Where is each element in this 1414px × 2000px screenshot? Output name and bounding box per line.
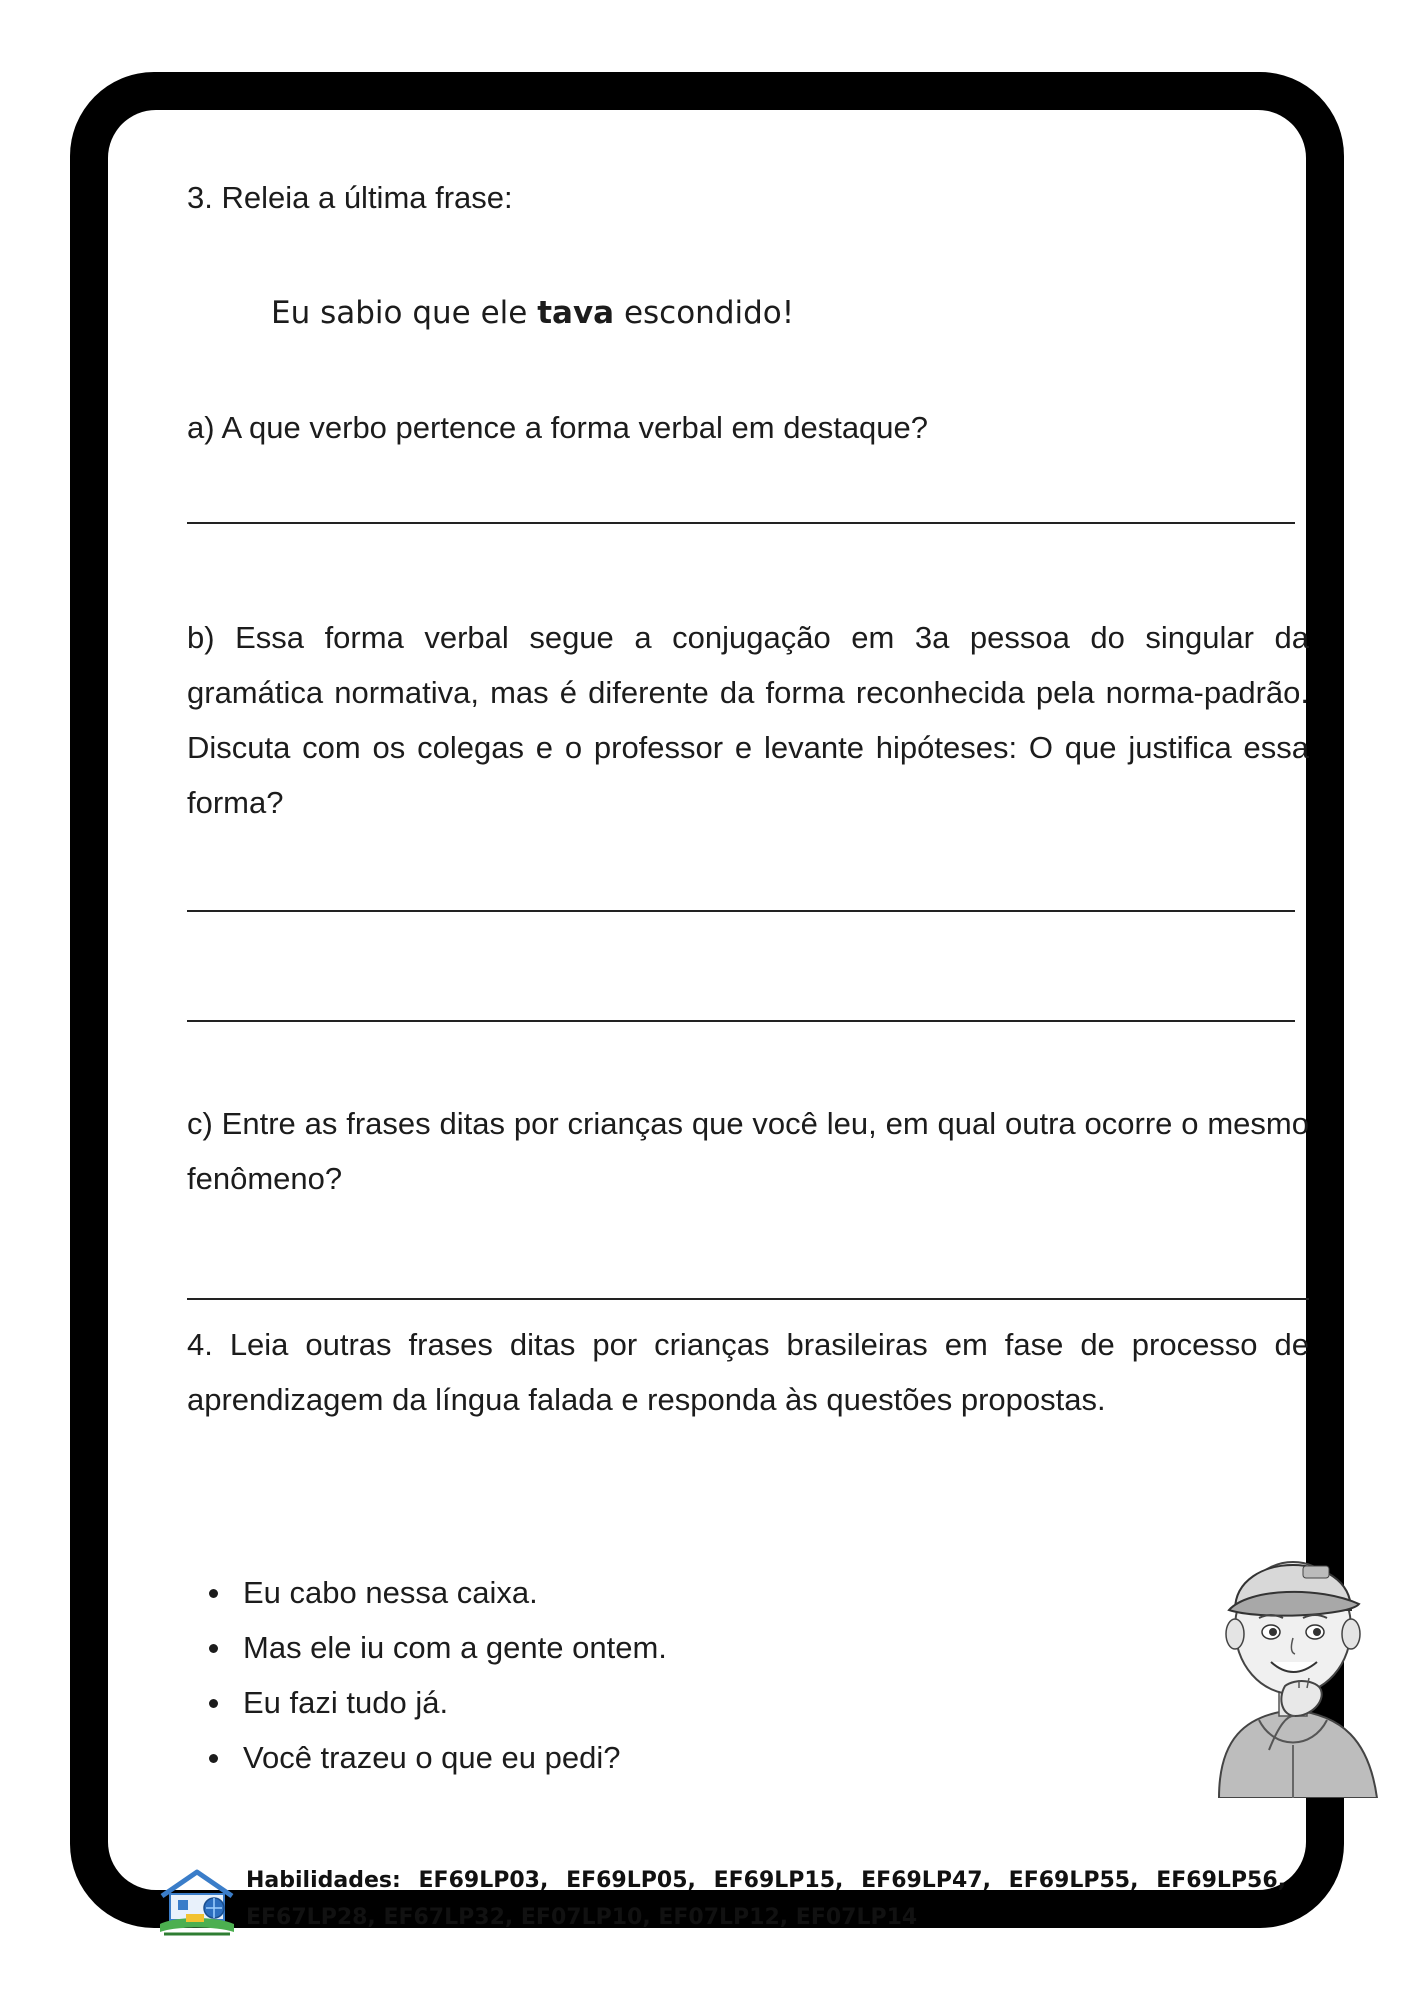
- answer-line-3b-2[interactable]: [187, 1020, 1295, 1022]
- worksheet-card: [108, 110, 1309, 1930]
- list-item: Mas ele iu com a gente ontem.: [187, 1620, 667, 1675]
- quoted-sentence: [271, 286, 1271, 341]
- list-item: Eu cabo nessa caixa.: [187, 1565, 667, 1620]
- answer-line-3c[interactable]: [187, 1298, 1309, 1300]
- question-3c: c) Entre as frases ditas por crianças que você leu, em qual outra ocorre o mesmo fenômeno?: [187, 1106, 1309, 1196]
- list-item: Eu fazi tudo já.: [187, 1675, 667, 1730]
- question-4-intro: 4. Leia outras frases ditas por crianças brasileiras em fase de processo de aprendizagem da língua falada e responda às questões propostas.: [187, 1327, 1309, 1417]
- quote-text-after: escondido!: [614, 295, 795, 331]
- footer: [156, 1862, 1286, 1952]
- quote-highlight-word: tava: [537, 295, 615, 331]
- school-house-logo: [156, 1866, 238, 1938]
- skills-list: Habilidades: EF69LP03, EF69LP05, EF69LP15, EF69LP47, EF69LP55, EF69LP56, EF67LP28, EF67LP32, EF07LP10, EF07LP12, EF07LP14: [246, 1868, 1286, 1930]
- thinking-boy-illustration: [1199, 1510, 1387, 1798]
- question-3a: a) A que verbo pertence a forma verbal em destaque?: [187, 410, 929, 445]
- list-item: Você trazeu o que eu pedi?: [187, 1730, 667, 1785]
- answer-line-3a[interactable]: [187, 522, 1295, 524]
- question-3b: b) Essa forma verbal segue a conjugação em 3a pessoa do singular da gramática normativa, mas é diferente da forma reconhecida pela norma-padrão. Discuta com os colegas e o professor e levante hipóteses: O que justifica essa forma?: [187, 620, 1309, 820]
- child-sentences-list: [187, 1565, 667, 1785]
- question-3-title: 3. Releia a última frase:: [187, 180, 513, 215]
- page-frame: [70, 72, 1344, 1928]
- answer-line-3b-1[interactable]: [187, 910, 1295, 912]
- quote-text-before: Eu sabio que ele: [271, 295, 538, 331]
